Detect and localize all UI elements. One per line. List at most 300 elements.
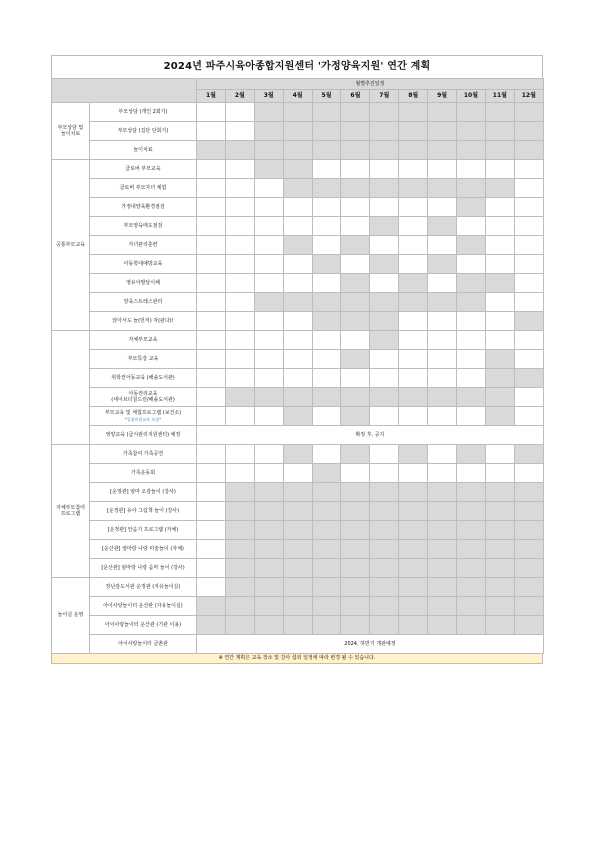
month-cell-empty [485,198,514,217]
month-cell-empty [485,293,514,312]
program-label: 앉아서도 놀(먼저) 자(판다)! [112,317,174,324]
program-label: 부모교육 및 체험프로그램 (보건소) [104,410,182,417]
month-cell-empty [399,236,428,255]
table-row [52,350,544,369]
month-cell-active [254,483,283,502]
month-cell-empty [514,350,543,369]
month-cell-active [428,521,457,540]
month-cell-active [225,578,254,597]
month-cell-empty [254,274,283,293]
month-cell-active [312,483,341,502]
month-cell-active [254,521,283,540]
month-cell-active [457,540,486,559]
month-cell-active [254,540,283,559]
month-cell-empty [514,331,543,350]
month-cell-active [341,559,370,578]
month-cell-active [485,350,514,369]
month-cell-active [485,179,514,198]
table-row [52,274,544,293]
month-cell-active [514,521,543,540]
month-cell-empty [399,198,428,217]
month-cell-empty [197,578,226,597]
month-cell-active [341,312,370,331]
month-cell-active [428,597,457,616]
month-cell-empty [254,464,283,483]
program-cell [90,274,197,293]
program-label: 놀이치료 [133,146,153,153]
month-cell-empty [254,350,283,369]
month-cell-empty [428,407,457,426]
program-label: 부모특강 교육 [127,355,159,362]
month-cell-empty [197,559,226,578]
month-cell-empty [225,407,254,426]
category-cell [52,331,90,445]
month-cell-active [254,578,283,597]
month-cell-active [457,502,486,521]
month-cell-active [312,559,341,578]
month-cell-empty [457,331,486,350]
month-cell-active [428,388,457,407]
program-cell [90,103,197,122]
month-cell-empty [197,179,226,198]
program-cell [90,559,197,578]
month-cell-empty [197,331,226,350]
month-cell-active [428,179,457,198]
month-cell-active [514,122,543,141]
month-cell-active [283,179,312,198]
month-cell-empty [514,388,543,407]
month-cell-active [399,502,428,521]
month-cell-active [428,559,457,578]
month-cell-active [457,236,486,255]
table-row [52,312,544,331]
month-cell-active [254,122,283,141]
month-cell-empty [370,445,399,464]
program-cell [90,483,197,502]
month-cell-empty [514,179,543,198]
merged-schedule-note: 2024. 하반기 개관예정 [197,635,544,654]
month-cell-empty [485,255,514,274]
month-cell-empty [283,464,312,483]
table-row [52,293,544,312]
month-cell-empty [370,236,399,255]
month-cell-empty [197,103,226,122]
month-cell-active [341,350,370,369]
table-row [52,255,544,274]
table-row [52,426,544,445]
program-label: 부모양육태도점검 [123,222,163,229]
program-cell [90,426,197,445]
month-cell-empty [283,255,312,274]
table-row [52,521,544,540]
program-label: 아이사랑놀이터 운산관 (기관 이용) [104,621,182,628]
month-cell-active [457,122,486,141]
month-cell-empty [254,369,283,388]
program-label: 자녀관리훈련 [128,241,158,248]
month-cell-active [514,578,543,597]
month-cell-empty [254,217,283,236]
month-cell-active [457,274,486,293]
table-row [52,103,544,122]
month-cell-empty [370,407,399,426]
program-cell [90,597,197,616]
month-header: 2월 [225,90,254,103]
month-cell-active [399,521,428,540]
month-cell-empty [428,464,457,483]
month-cell-empty [399,331,428,350]
program-cell [90,521,197,540]
month-cell-active [254,559,283,578]
month-cell-empty [370,350,399,369]
month-cell-empty [254,312,283,331]
program-label: 양육스트레스관리 [123,298,163,305]
month-cell-active [312,502,341,521]
month-cell-empty [399,217,428,236]
month-cell-active [428,103,457,122]
month-cell-empty [312,274,341,293]
program-label: 자체부모교육 [128,336,158,343]
month-cell-active [428,616,457,635]
month-cell-empty [341,198,370,217]
month-cell-empty [312,217,341,236]
month-cell-empty [399,407,428,426]
program-cell [90,312,197,331]
month-cell-active [283,445,312,464]
month-cell-active [254,293,283,312]
month-cell-empty [197,160,226,179]
program-cell [90,540,197,559]
program-cell [90,198,197,217]
month-cell-active [485,483,514,502]
program-label: 클로버 부모자녀 체험 [119,184,167,191]
table-row [52,597,544,616]
month-cell-active [457,198,486,217]
month-cell-active [254,616,283,635]
month-cell-active [283,540,312,559]
month-cell-active [399,540,428,559]
program-cell [90,236,197,255]
month-cell-active [225,597,254,616]
month-cell-active [341,502,370,521]
month-cell-empty [428,331,457,350]
month-cell-active [457,597,486,616]
month-cell-active [485,274,514,293]
month-cell-empty [485,445,514,464]
month-cell-active [514,483,543,502]
month-cell-active [485,540,514,559]
month-cell-active [283,236,312,255]
month-cell-active [370,122,399,141]
month-header: 1월 [197,90,226,103]
month-cell-empty [225,274,254,293]
category-cell: 자체부모참여 프로그램 [52,445,90,578]
program-cell [90,350,197,369]
header-row-schedule [52,79,544,90]
month-cell-active [312,616,341,635]
month-cell-empty [428,445,457,464]
footer-note: ※ 연간 계획은 교육 장소 및 강사 섭외 일정에 따라 변경 될 수 있습니다. [51,654,543,664]
month-cell-active [457,578,486,597]
table-row [52,179,544,198]
month-cell-empty [254,179,283,198]
month-cell-active [514,540,543,559]
program-cell [90,160,197,179]
category-cell: 놀이실 운영 [52,578,90,654]
month-cell-empty [197,293,226,312]
month-cell-active [485,578,514,597]
program-cell [90,502,197,521]
month-cell-empty [312,236,341,255]
month-cell-empty [283,331,312,350]
month-cell-active [457,445,486,464]
month-cell-active [225,540,254,559]
month-cell-active [428,293,457,312]
month-cell-active [341,597,370,616]
month-cell-empty [428,369,457,388]
month-header: 7월 [370,90,399,103]
month-cell-active [370,483,399,502]
month-cell-empty [197,407,226,426]
program-label: [운정관] 엄마 오감놀이 (강사) [110,488,176,495]
month-cell-empty [341,255,370,274]
table-row [52,464,544,483]
program-cell [90,464,197,483]
month-header: 4월 [283,90,312,103]
program-label: 아이사랑놀이터 운산관 (자유놀이실) [103,602,183,609]
program-label: 부모상담 (개인 2회기) [118,108,168,115]
month-cell-active [514,597,543,616]
month-cell-active [457,616,486,635]
month-cell-active [254,388,283,407]
month-cell-empty [225,198,254,217]
month-cell-active [225,521,254,540]
month-cell-empty [485,160,514,179]
category-cell: 부모상담 및 놀이치료 [52,103,90,160]
month-cell-active [514,141,543,160]
table-row [52,388,544,407]
month-cell-active [341,445,370,464]
category-cell: 공통부모교육 [52,160,90,331]
month-header: 6월 [341,90,370,103]
month-cell-active [283,502,312,521]
month-cell-active [399,559,428,578]
month-cell-empty [457,255,486,274]
month-header: 12월 [514,90,543,103]
program-cell [90,369,197,388]
month-cell-empty [283,198,312,217]
month-cell-empty [312,445,341,464]
program-cell [90,293,197,312]
program-cell [90,616,197,635]
month-cell-active [428,255,457,274]
month-cell-empty [283,369,312,388]
month-cell-active [341,274,370,293]
month-cell-active [312,464,341,483]
month-cell-active [341,103,370,122]
month-cell-empty [428,312,457,331]
program-label: 취학전아동교육 (해솔도서관) [111,374,175,381]
month-cell-empty [254,445,283,464]
month-cell-active [399,122,428,141]
month-cell-active [283,293,312,312]
month-cell-active [197,141,226,160]
month-cell-active [485,407,514,426]
month-cell-empty [197,540,226,559]
month-cell-active [514,559,543,578]
month-cell-active [485,369,514,388]
month-cell-active [370,597,399,616]
program-cell [90,388,197,407]
month-cell-empty [283,350,312,369]
month-cell-active [399,141,428,160]
month-cell-active [428,122,457,141]
month-cell-active [312,578,341,597]
month-cell-empty [457,312,486,331]
table-row [52,198,544,217]
month-cell-empty [457,217,486,236]
month-cell-active [341,388,370,407]
annual-plan-sheet [51,55,543,664]
month-cell-active [370,141,399,160]
month-cell-active [370,293,399,312]
month-cell-active [428,483,457,502]
program-label: [운정관] 안음기 프로그램 (자체) [107,526,179,533]
month-cell-active [283,597,312,616]
table-row [52,445,544,464]
program-label: 클로버 부모교육 [125,165,161,172]
month-cell-empty [312,331,341,350]
month-cell-active [428,578,457,597]
table-row [52,217,544,236]
month-cell-active [457,521,486,540]
month-cell-empty [341,369,370,388]
month-cell-empty [225,293,254,312]
month-cell-active [514,369,543,388]
program-cell [90,122,197,141]
table-row [52,369,544,388]
month-cell-empty [514,464,543,483]
month-cell-empty [225,236,254,255]
program-label: 아동권리교육 (세이브더칠드런/해솔도서관) [111,390,175,403]
month-cell-empty [514,198,543,217]
program-cell [90,635,197,654]
month-cell-empty [341,160,370,179]
month-cell-active [399,483,428,502]
month-cell-active [370,217,399,236]
month-cell-empty [370,160,399,179]
month-cell-empty [485,312,514,331]
month-cell-active [312,179,341,198]
month-header: 11월 [485,90,514,103]
month-cell-active [457,388,486,407]
month-cell-empty [514,217,543,236]
month-cell-empty [197,255,226,274]
month-cell-active [341,236,370,255]
month-cell-empty [197,198,226,217]
program-label: 아동학대예방교육 [123,260,163,267]
month-cell-active [312,141,341,160]
month-cell-empty [370,464,399,483]
month-cell-active [370,312,399,331]
month-cell-active [399,179,428,198]
month-cell-active [370,521,399,540]
month-cell-active [399,597,428,616]
month-cell-active [283,407,312,426]
month-cell-empty [399,312,428,331]
month-cell-empty [341,217,370,236]
month-cell-empty [197,521,226,540]
month-cell-empty [312,350,341,369]
month-cell-empty [283,312,312,331]
merged-schedule-note: 확정 후, 공지 [197,426,544,445]
month-cell-active [485,502,514,521]
month-cell-empty [370,369,399,388]
month-cell-active [399,103,428,122]
month-cell-active [457,483,486,502]
month-cell-empty [197,502,226,521]
month-cell-empty [428,274,457,293]
month-cell-empty [312,369,341,388]
month-cell-active [312,122,341,141]
month-cell-active [370,103,399,122]
month-cell-empty [341,331,370,350]
program-label: 가족참여 가족공연 [122,450,164,457]
month-cell-active [399,388,428,407]
month-cell-active [254,502,283,521]
month-cell-empty [197,122,226,141]
table-row [52,635,544,654]
month-cell-active [283,483,312,502]
month-cell-active [254,160,283,179]
month-cell-active [457,179,486,198]
table-row [52,236,544,255]
month-cell-active [428,540,457,559]
table-row [52,141,544,160]
program-cell [90,179,197,198]
table-row [52,331,544,350]
month-cell-empty [428,236,457,255]
month-cell-active [283,521,312,540]
month-cell-empty [254,331,283,350]
month-cell-empty [514,293,543,312]
month-cell-active [428,217,457,236]
month-cell-empty [254,236,283,255]
schedule-table [51,78,544,654]
month-cell-active [485,521,514,540]
month-cell-empty [428,198,457,217]
month-cell-active [514,445,543,464]
month-cell-empty [370,274,399,293]
month-cell-empty [283,274,312,293]
program-cell [90,141,197,160]
month-cell-empty [514,255,543,274]
month-cell-empty [457,160,486,179]
month-header: 9월 [428,90,457,103]
schedule-table-body [52,79,544,654]
month-cell-empty [312,160,341,179]
table-row [52,483,544,502]
month-cell-active [370,179,399,198]
month-cell-active [283,141,312,160]
month-cell-empty [485,217,514,236]
month-cell-active [370,559,399,578]
month-cell-empty [197,369,226,388]
month-cell-empty [197,217,226,236]
month-cell-empty [457,464,486,483]
month-cell-active [283,160,312,179]
month-cell-active [399,445,428,464]
month-cell-empty [197,236,226,255]
